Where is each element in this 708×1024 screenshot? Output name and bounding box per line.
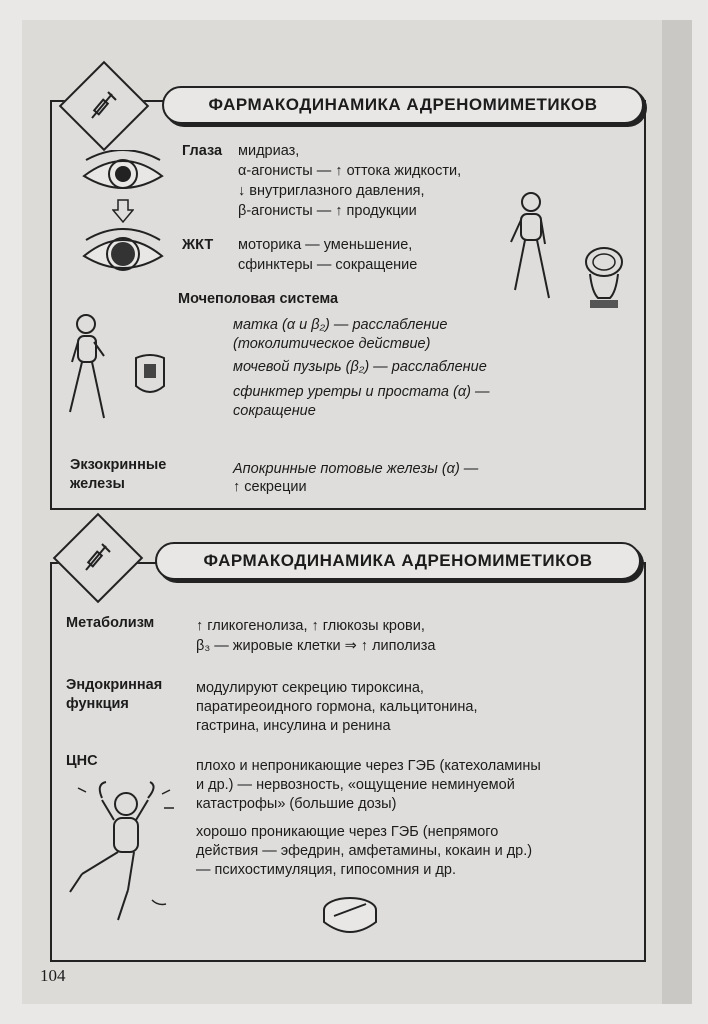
cns-line: катастрофы» (большие дозы) (196, 796, 397, 812)
eye-icon (80, 150, 166, 198)
gi-line: сфинктеры — сокращение (238, 257, 418, 273)
next-page-edge (662, 20, 692, 1004)
syringe-icon (84, 88, 120, 124)
cns-line: хорошо проникающие через ГЭБ (непрямого (196, 824, 499, 840)
pill-icon (320, 894, 380, 938)
urogenital-line: мочевой пузырь (β₂) — расслабление (233, 359, 487, 375)
card1-title: ФАРМАКОДИНАМИКА АДРЕНОМИМЕТИКОВ (162, 86, 644, 124)
exocrine-line: Апокринные потовые железы (α) — (233, 461, 479, 477)
cns-line: действия — эфедрин, амфетамины, кокаин и др.) (196, 843, 533, 859)
card2-title: ФАРМАКОДИНАМИКА АДРЕНОМИМЕТИКОВ (155, 542, 641, 580)
gi-label: ЖКТ (182, 237, 214, 253)
endocrine-label: Эндокринная (66, 677, 163, 693)
exocrine-line: ↑ секреции (233, 479, 307, 495)
cns-line: и др.) — нервозность, «ощущение неминуемой (196, 777, 515, 793)
eyes-line: ↓ внутриглазного давления, (238, 183, 425, 199)
urinal-icon (130, 352, 170, 402)
urogenital-label: Мочеполовая система (178, 291, 339, 307)
toilet-icon (578, 246, 628, 316)
human-figure-icon (64, 312, 124, 428)
cns-label: ЦНС (66, 753, 98, 769)
eyes-line: мидриаз, (238, 143, 300, 159)
urogenital-line: матка (α и β₂) — расслабление (233, 317, 448, 333)
running-figure-icon (62, 780, 182, 930)
page-number: 104 (40, 966, 66, 985)
cns-line: плохо и непроникающие через ГЭБ (катехоламины (196, 758, 541, 774)
syringe-icon (78, 540, 114, 576)
eyes-line: β-агонисты — ↑ продукции (238, 203, 417, 219)
eyes-line: α-агонисты — ↑ оттока жидкости, (238, 163, 462, 179)
metabolism-label: Метаболизм (66, 615, 155, 631)
arrow-down-icon (112, 198, 134, 224)
metabolism-line: ↑ гликогенолиза, ↑ глюкозы крови, (196, 618, 425, 634)
cns-line: — психостимуляция, гипосомния и др. (196, 862, 456, 878)
endocrine-label: функция (66, 696, 129, 712)
urogenital-line: (токолитическое действие) (233, 336, 431, 352)
endocrine-line: паратиреоидного гормона, кальцитонина, (196, 699, 478, 715)
endocrine-line: модулируют секрецию тироксина, (196, 680, 424, 696)
urogenital-line: сокращение (233, 403, 316, 419)
metabolism-line: β₃ — жировые клетки ⇒ ↑ липолиза (196, 638, 436, 654)
gi-line: моторика — уменьшение, (238, 237, 413, 253)
urogenital-line: сфинктер уретры и простата (α) — (233, 384, 490, 400)
eyes-label: Глаза (182, 143, 223, 159)
exocrine-label: железы (70, 476, 125, 492)
stomach-figure-icon (505, 190, 565, 310)
exocrine-label: Экзокринные (70, 457, 167, 473)
endocrine-line: гастрина, инсулина и ренина (196, 718, 391, 734)
eye-icon (80, 228, 166, 278)
